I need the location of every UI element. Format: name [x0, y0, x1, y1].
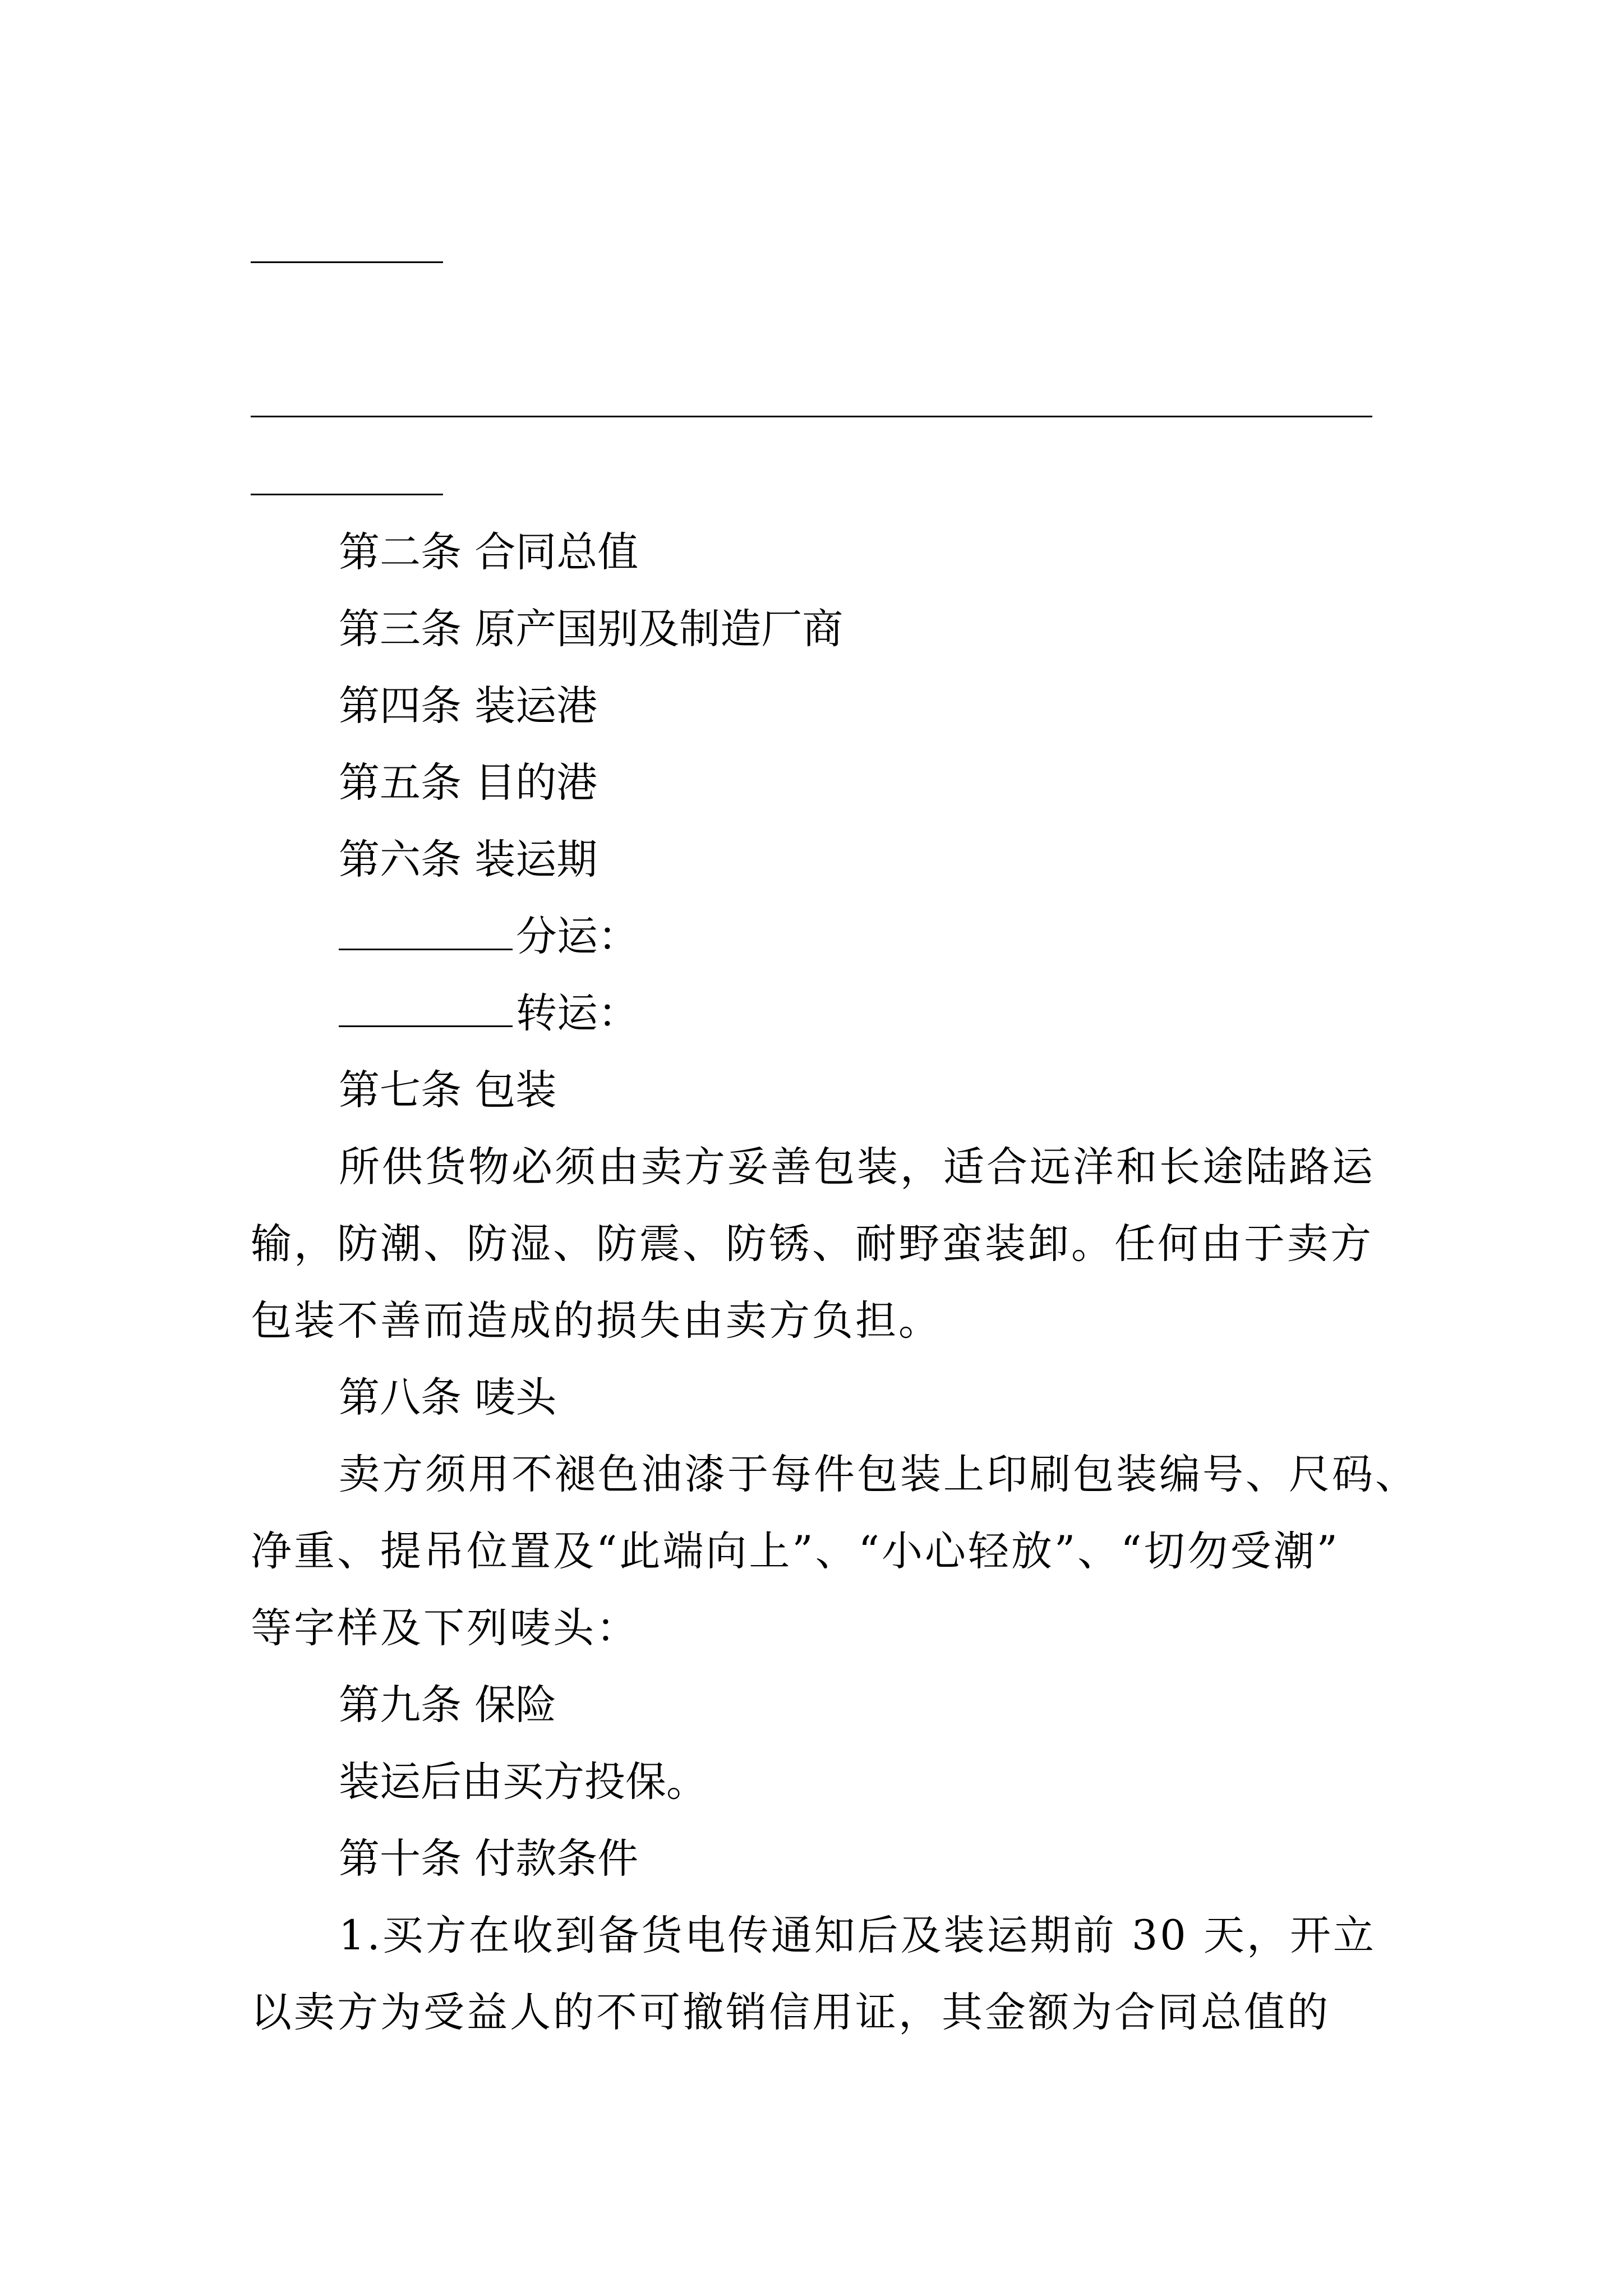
article-8-heading: 第八条 唛头 [339, 1374, 557, 1421]
blank-line-short-top [251, 261, 443, 263]
blank-line-short-bottom [251, 494, 443, 495]
article-10-text-line-2: 以卖方为受益人的不可撤销信用证，其金额为合同总值的 [251, 1989, 1330, 2036]
article-8-text-line-1: 卖方须用不褪色油漆于每件包装上印刷包装编号、尺码、 [339, 1451, 1418, 1498]
transshipment-blank [339, 1025, 513, 1027]
article-7-text-line-1: 所供货物必须由卖方妥善包装，适合远洋和长途陆路运 [339, 1143, 1375, 1191]
article-8-text-line-3: 等字样及下列唛头： [251, 1604, 639, 1652]
article-10-text-line-1: 1.买方在收到备货电传通知后及装运期前 30 天，开立 [339, 1912, 1376, 1959]
article-10-heading: 第十条 付款条件 [339, 1835, 639, 1883]
article-9-text: 装运后由买方投保。 [339, 1758, 707, 1806]
article-7-text-line-3: 包装不善而造成的损失由卖方负担。 [251, 1297, 942, 1345]
article-5-heading: 第五条 目的港 [339, 759, 598, 807]
transshipment-label: 转运： [516, 990, 639, 1037]
article-4-heading: 第四条 装运港 [339, 682, 598, 730]
partial-shipment-line [339, 913, 1494, 960]
article-2-heading: 第二条 合同总值 [339, 528, 639, 576]
article-3-heading: 第三条 原产国别及制造厂商 [339, 605, 843, 653]
partial-shipment-blank [339, 949, 513, 950]
partial-shipment-label: 分运： [516, 913, 639, 960]
article-9-heading: 第九条 保险 [339, 1681, 557, 1729]
article-7-heading: 第七条 包装 [339, 1066, 557, 1114]
blank-line-long [251, 416, 1372, 417]
article-7-text-line-2: 输，防潮、防湿、防震、防锈、耐野蛮装卸。任何由于卖方 [251, 1220, 1373, 1268]
article-6-heading: 第六条 装运期 [339, 836, 598, 884]
article-8-text-line-2: 净重、提吊位置及“此端向上”、“小心轻放”、“切勿受潮” [251, 1527, 1340, 1575]
transshipment-line [339, 990, 1494, 1037]
